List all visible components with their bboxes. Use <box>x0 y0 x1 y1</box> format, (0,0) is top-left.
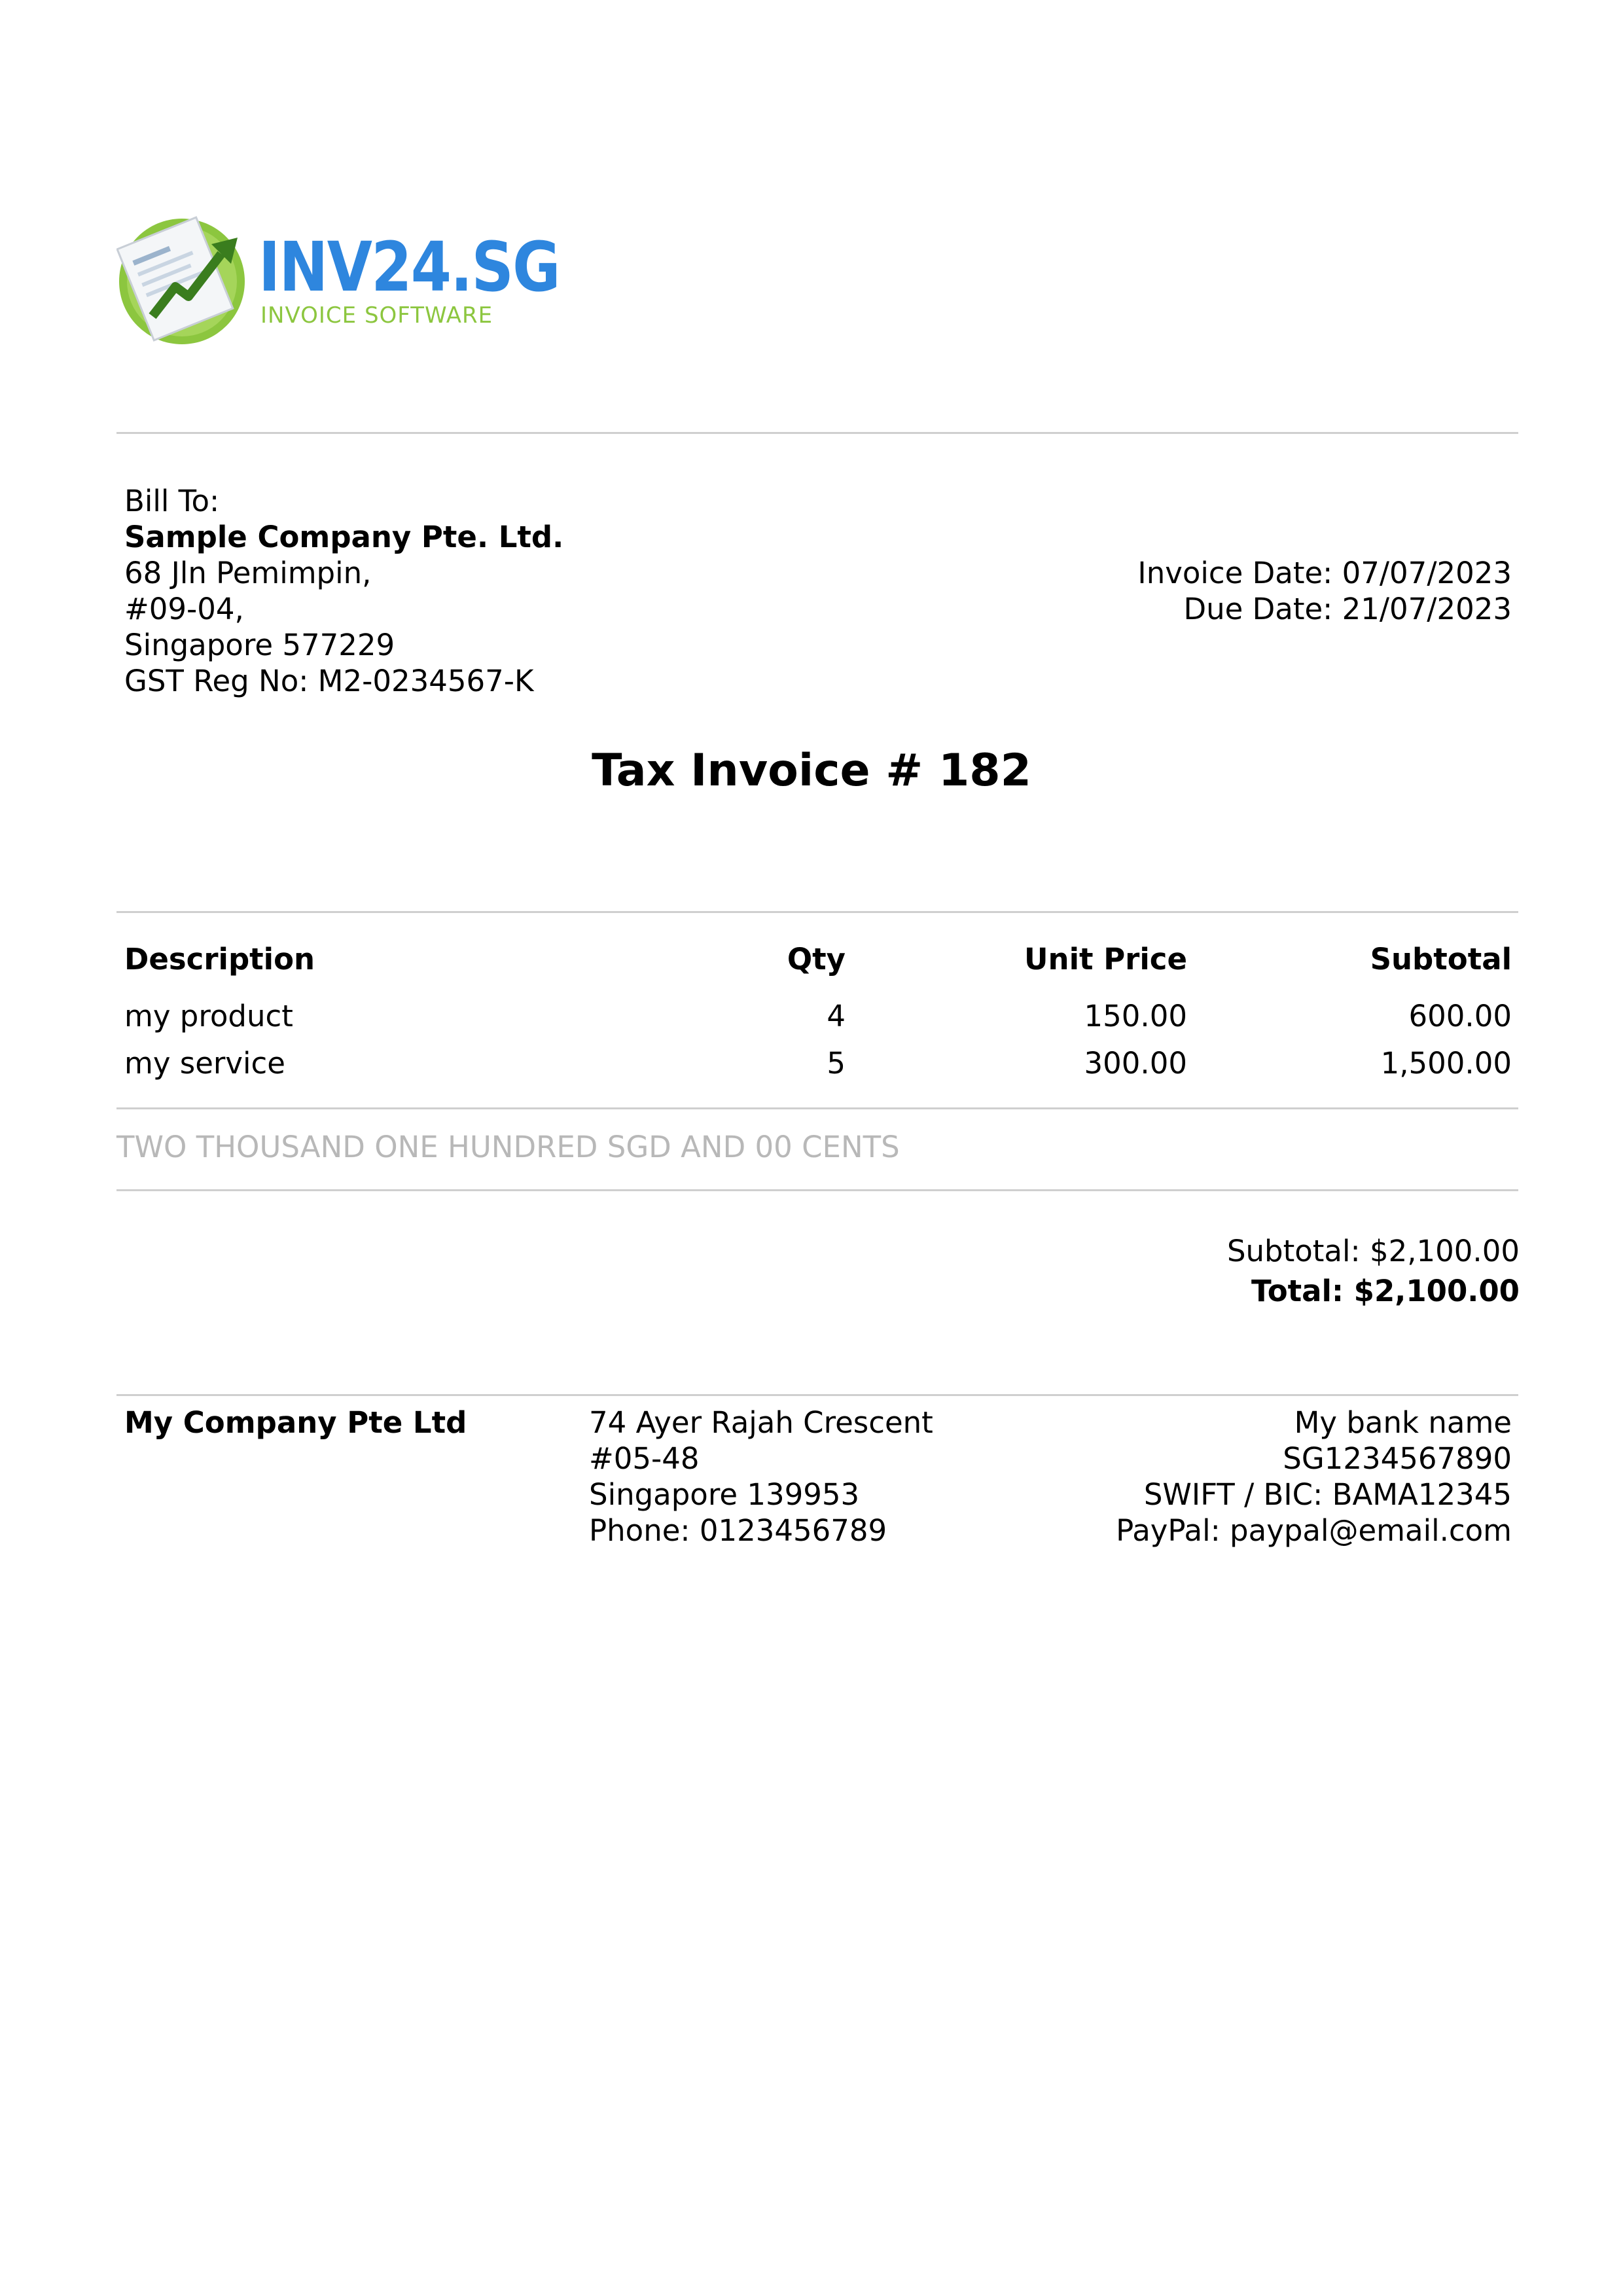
row-description: my product <box>124 999 293 1033</box>
row-qty: 5 <box>827 1046 846 1081</box>
footer-address-line1: 74 Ayer Rajah Crescent <box>589 1405 933 1440</box>
logo-graphic <box>116 208 260 352</box>
bill-to-label: Bill To: <box>124 484 220 518</box>
footer-phone: Phone: 0123456789 <box>589 1513 887 1548</box>
footer-address-line3: Singapore 139953 <box>589 1477 860 1512</box>
row-description: my service <box>124 1046 285 1081</box>
table-top-divider <box>116 911 1518 913</box>
due-date: Due Date: 21/07/2023 <box>1183 592 1512 626</box>
amount-words-divider <box>116 1189 1518 1191</box>
column-header-qty: Qty <box>787 942 846 977</box>
header-divider <box>116 432 1518 434</box>
row-unit-price: 150.00 <box>1084 999 1187 1033</box>
footer-divider <box>116 1394 1518 1396</box>
footer-bank-name: My bank name <box>1294 1405 1512 1440</box>
row-unit-price: 300.00 <box>1084 1046 1187 1081</box>
totals-total: Total: $2,100.00 <box>1251 1274 1520 1308</box>
table-bottom-divider <box>116 1107 1518 1109</box>
bill-to-company: Sample Company Pte. Ltd. <box>124 520 564 554</box>
bill-to-address-line2: #09-04, <box>124 592 244 626</box>
logo-brand-text: INV24.SG <box>259 227 560 307</box>
totals-subtotal: Subtotal: $2,100.00 <box>1226 1234 1520 1268</box>
bill-to-address-line3: Singapore 577229 <box>124 628 395 662</box>
column-header-unit-price: Unit Price <box>1024 942 1187 977</box>
amount-in-words: TWO THOUSAND ONE HUNDRED SGD AND 00 CENTS <box>116 1130 900 1164</box>
column-header-subtotal: Subtotal <box>1370 942 1512 977</box>
bill-to-address-line1: 68 Jln Pemimpin, <box>124 556 372 590</box>
row-subtotal: 1,500.00 <box>1380 1046 1512 1081</box>
column-header-description: Description <box>124 942 315 977</box>
footer-bank-account: SG1234567890 <box>1283 1441 1512 1476</box>
row-subtotal: 600.00 <box>1408 999 1512 1033</box>
footer-address-line2: #05-48 <box>589 1441 700 1476</box>
bill-to-gst: GST Reg No: M2-0234567-K <box>124 664 534 698</box>
footer-paypal: PayPal: paypal@email.com <box>1116 1513 1512 1548</box>
logo-tagline: INVOICE SOFTWARE <box>260 302 493 329</box>
row-qty: 4 <box>827 999 846 1033</box>
footer-company-name: My Company Pte Ltd <box>124 1405 467 1440</box>
footer-swift: SWIFT / BIC: BAMA12345 <box>1143 1477 1512 1512</box>
invoice-date: Invoice Date: 07/07/2023 <box>1137 556 1512 590</box>
invoice-title: Tax Invoice # 182 <box>592 745 1031 797</box>
